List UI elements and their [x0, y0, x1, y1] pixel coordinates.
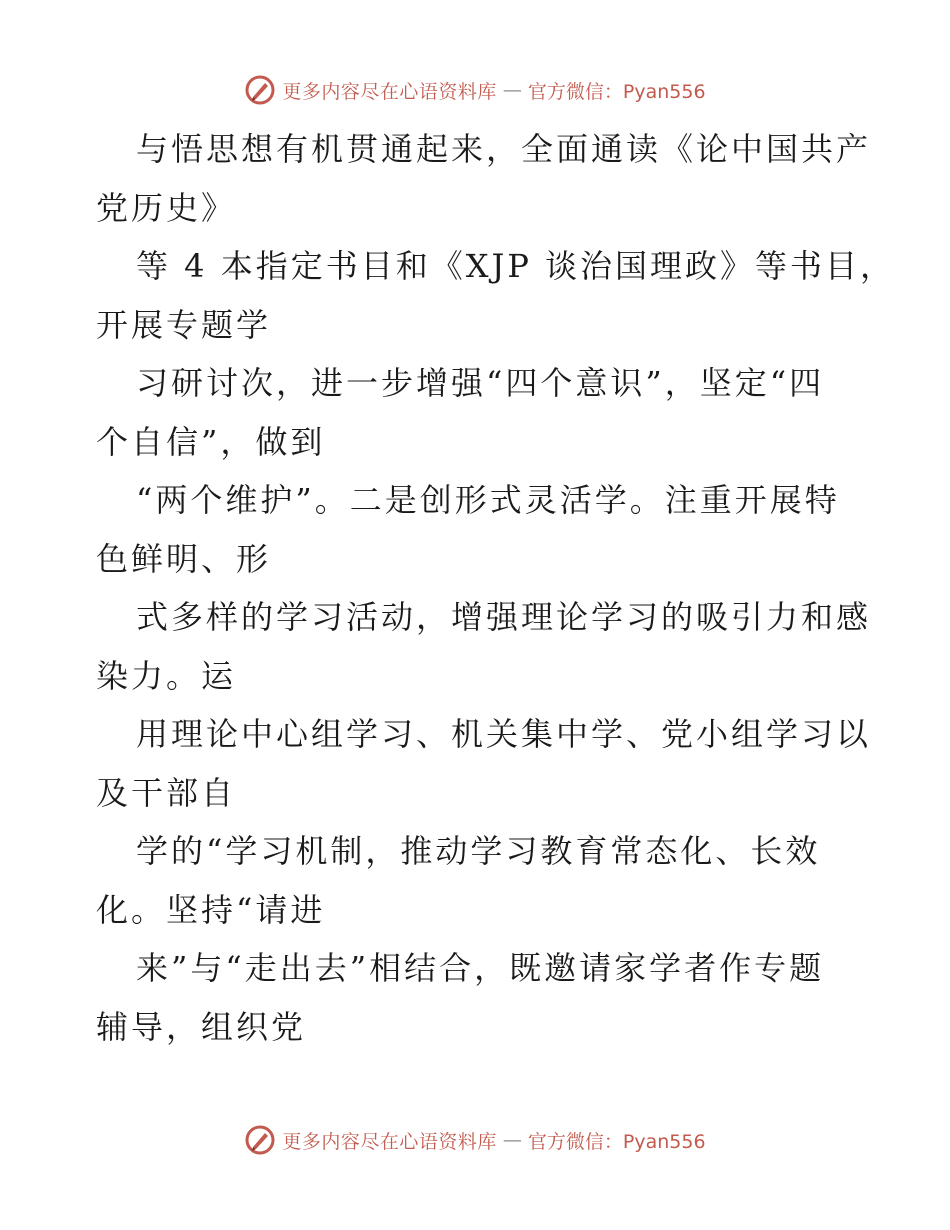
text-line: 辅导，组织党 [96, 1007, 307, 1046]
document-body [96, 120, 896, 1056]
text-line: 化。坚持“请进 [96, 890, 326, 929]
wechat-label: 官方微信：Pyan556 [527, 1130, 706, 1153]
text-line: 习研讨次，进一步增强“四个意识”，坚定“四 [136, 364, 825, 402]
pen-logo-icon [244, 1124, 276, 1156]
text-line: 个自信”，做到 [96, 422, 326, 461]
banner-separator: — [502, 1129, 522, 1151]
text-line: 及干部自 [96, 773, 237, 812]
banner-separator: — [502, 79, 522, 101]
text-line: “两个维护”。二是创形式灵活学。注重开展特 [136, 481, 840, 519]
footer-banner [0, 1122, 950, 1158]
wechat-label: 官方微信：Pyan556 [527, 80, 706, 103]
text-line: 来”与“走出去”相结合，既邀请家学者作专题 [136, 949, 825, 987]
text-line: 染力。运 [96, 656, 237, 695]
header-banner [0, 72, 950, 108]
pen-logo-icon [244, 74, 276, 106]
text-line: 用理论中心组学习、机关集中学、党小组学习以 [136, 715, 872, 753]
banner-text: 更多内容尽在心语资料库 [282, 1130, 497, 1153]
text-line: 等 4 本指定书目和《XJP 谈治国理政》等书目， [136, 247, 896, 285]
text-line: 色鲜明、形 [96, 539, 272, 578]
text-line: 与悟思想有机贯通起来，全面通读《论中国共产 [136, 130, 872, 168]
text-line: 开展专题学 [96, 305, 272, 344]
text-line: 式多样的学习活动，增强理论学习的吸引力和感 [136, 598, 872, 636]
text-line: 学的“学习机制，推动学习教育常态化、长效 [136, 832, 821, 870]
text-line: 党历史》 [96, 188, 237, 227]
banner-text: 更多内容尽在心语资料库 [282, 80, 497, 103]
